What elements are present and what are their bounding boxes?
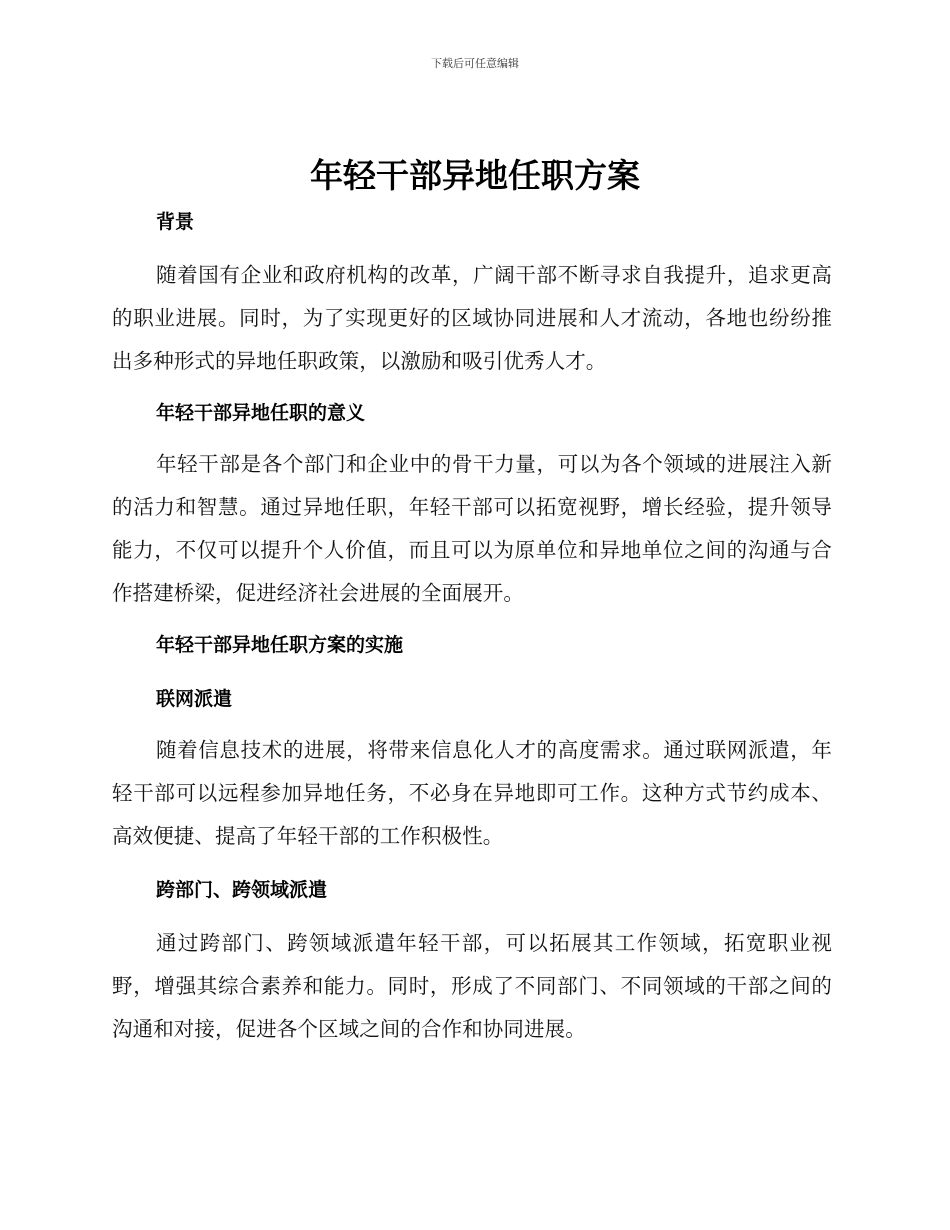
section-heading-meaning: 年轻干部异地任职的意义	[156, 402, 366, 424]
section-heading-network-dispatch: 联网派遣	[156, 688, 233, 710]
section-heading-implementation: 年轻干部异地任职方案的实施	[156, 634, 404, 656]
page-header: 下载后可任意编辑	[431, 57, 519, 70]
document-body	[112, 200, 832, 1051]
section-paragraph-meaning: 年轻干部是各个部门和企业中的骨干力量，可以为各个领域的进展注入新的活力和智慧。通过异地任职，年轻干部可以拓宽视野，增长经验，提升领导能力，不仅可以提升个人价值，而且可以为原单位和异地单位之间的沟通与合作搭建桥梁，促进经济社会进展的全面展开。	[112, 452, 832, 605]
section-paragraph-background: 随着国有企业和政府机构的改革，广阔干部不断寻求自我提升，追求更高的职业进展。同时，为了实现更好的区域协同进展和人才流动，各地也纷纷推出多种形式的异地任职政策，以激励和吸引优秀人才。	[112, 263, 832, 373]
section-paragraph-cross-department: 通过跨部门、跨领域派遣年轻干部，可以拓展其工作领域，拓宽职业视野，增强其综合素养和能力。同时，形成了不同部门、不同领域的干部之间的沟通和对接，促进各个区域之间的合作和协同进展。	[112, 931, 832, 1041]
section-paragraph-network-dispatch: 随着信息技术的进展，将带来信息化人才的高度需求。通过联网派遣，年轻干部可以远程参加异地任务，不必身在异地即可工作。这种方式节约成本、高效便捷、提高了年轻干部的工作积极性。	[112, 738, 832, 848]
section-heading-background: 背景	[156, 211, 195, 233]
document-title: 年轻干部异地任职方案	[310, 156, 640, 195]
section-heading-cross-department: 跨部门、跨领域派遣	[156, 879, 328, 901]
